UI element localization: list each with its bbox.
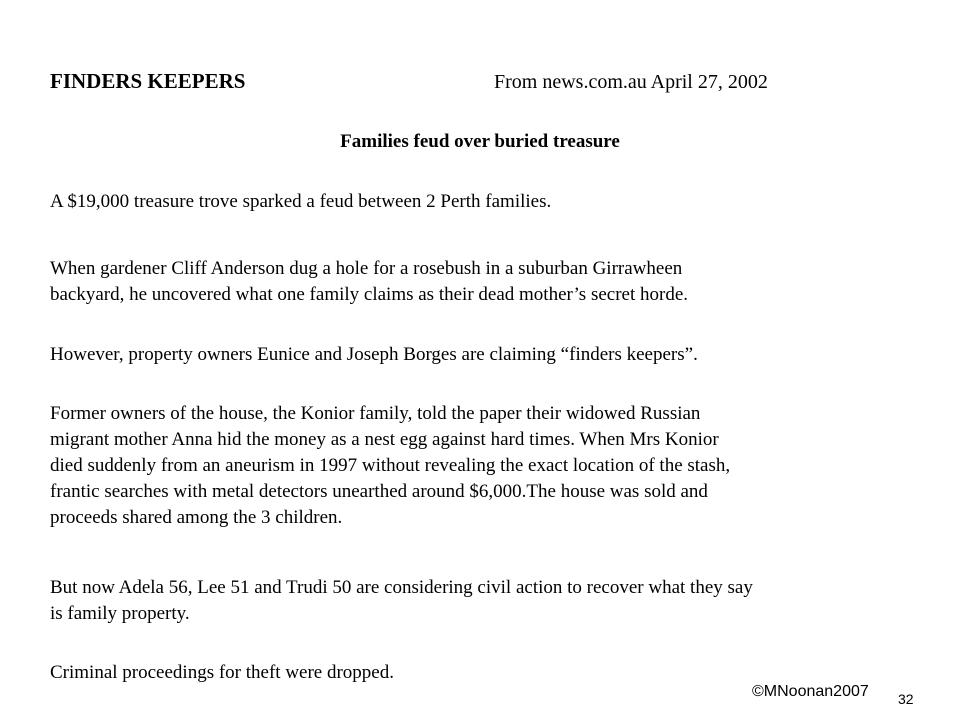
paragraph-line: frantic searches with metal detectors unearthed around $6,000.The house was sold and [50,481,708,502]
paragraph-konior [50,401,730,531]
paragraph-line: backyard, he uncovered what one family claims as their dead mother’s secret horde. [50,284,689,305]
paragraph-line: However, property owners Eunice and Joseph Borges are claiming “finders keepers”. [50,344,698,365]
paragraph-line: is family property. [50,603,190,624]
paragraph-line: Former owners of the house, the Konior family, told the paper their widowed Russian [50,403,701,424]
paragraph-civil-action [50,575,753,627]
paragraph-intro [50,189,551,215]
paragraph-line: proceeds shared among the 3 children. [50,507,343,528]
slide-title: FINDERS KEEPERS [50,69,246,93]
paragraph-line: When gardener Cliff Anderson dug a hole for a rosebush in a suburban Girrawheen [50,258,683,279]
copyright-notice: ©MNoonan2007 [752,683,869,700]
paragraph-line: died suddenly from an aneurism in 1997 without revealing the exact location of the stash, [50,455,731,476]
paragraph-line: A $19,000 treasure trove sparked a feud between 2 Perth families. [50,191,552,212]
article-source: From news.com.au April 27, 2002 [494,71,768,93]
paragraph-line: migrant mother Anna hid the money as a nest egg against hard times. When Mrs Konior [50,429,719,450]
slide-number: 32 [898,691,914,707]
paragraph-criminal [50,660,394,686]
paragraph-anderson [50,256,688,308]
paragraph-line: Criminal proceedings for theft were dropped. [50,662,394,683]
article-headline: Families feud over buried treasure [340,131,620,152]
paragraph-borges [50,342,698,368]
paragraph-line: But now Adela 56, Lee 51 and Trudi 50 are considering civil action to recover what they say [50,577,753,598]
